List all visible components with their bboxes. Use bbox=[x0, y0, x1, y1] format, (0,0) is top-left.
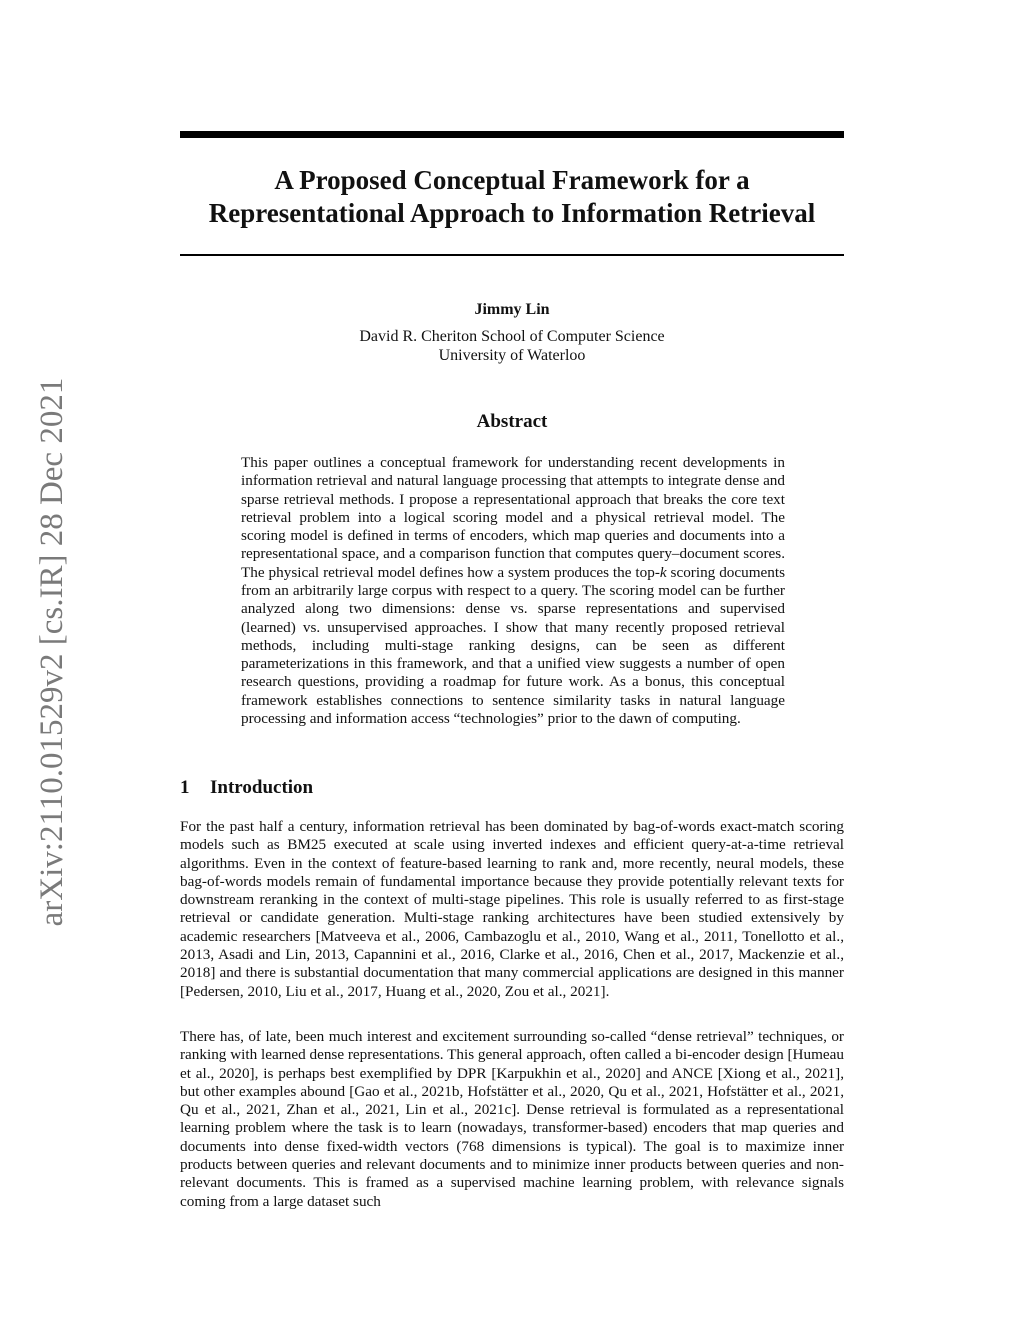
title-top-rule bbox=[180, 131, 844, 138]
abstract-text-part: scoring documents from an arbitrarily large corpus with respect to a query. The scoring model can be further analyzed along two dimensions: dense vs. sparse representations and supervised (learned) vs. unsupervised approaches. I show that many recently proposed retrieval methods, including multi-stage ranking designs, can be seen as different parameterizations in this framework, and that a unified view suggests a number of open research questions, providing a roadmap for future work. As a bonus, this conceptual framework establishes connections to sentence similarity tasks in natural language processing and information access “technologies” prior to the dawn of computing. bbox=[241, 563, 785, 727]
author-name: Jimmy Lin bbox=[474, 301, 550, 318]
author-affiliation bbox=[180, 327, 844, 365]
title-line: A Proposed Conceptual Framework for a bbox=[274, 165, 750, 195]
section-number: 1 bbox=[180, 777, 190, 798]
abstract-heading: Abstract bbox=[476, 411, 548, 432]
section-heading-introduction bbox=[180, 777, 844, 799]
title-bottom-rule bbox=[180, 254, 844, 256]
body-paragraph: There has, of late, been much interest and excitement surrounding so-called “dense retrieval” techniques, or ranking with learned dense representations. This general approach, often called a bi-encoder design [Humeau et al., 2020], is perhaps best exemplified by DPR [Karpukhin et al., 2020] and ANCE [Xiong et al., 2021], but other examples abound [Gao et al., 2021b, Hofstätter et al., 2020, Qu et al., 2021, Hofstätter et al., 2021, Qu et al., 2021, Zhan et al., 2021, Lin et al., 2021c]. Dense retrieval is formulated as a representational learning problem where the task is to learn (nowadays, transformer-based) encoders that map queries and documents into dense fixed-width vectors (768 dimensions is typical). The goal is to maximize inner products between queries and relevant documents and to minimize inner products between queries and non-relevant documents. This is framed as a supervised machine learning problem, with relevance signals coming from a large dataset such bbox=[180, 1028, 844, 1210]
abstract-text-part: This paper outlines a conceptual framework for understanding recent developments in information retrieval and natural language processing that attempts to integrate dense and sparse retrieval methods. I propose a representational approach that breaks the core text retrieval problem into a logical scoring model and a physical retrieval model. The scoring model is defined in terms of encoders, which map queries and documents into a representational space, and a comparison function that computes query–document scores. The physical retrieval model defines how a system produces the top- bbox=[241, 454, 785, 581]
paper-title bbox=[180, 164, 844, 230]
title-line: Representational Approach to Information Retrieval bbox=[208, 198, 816, 228]
affiliation-line: David R. Cheriton School of Computer Science bbox=[359, 328, 665, 345]
affiliation-line: University of Waterloo bbox=[438, 347, 586, 364]
arxiv-identifier-stamp: arXiv:2110.01529v2 [cs.IR] 28 Dec 2021 bbox=[34, 377, 70, 927]
abstract-text bbox=[241, 454, 785, 728]
math-variable-k: k bbox=[659, 563, 667, 581]
body-paragraph: For the past half a century, information retrieval has been dominated by bag-of-words exact-match scoring models such as BM25 executed at scale using inverted indexes and efficient query-at-a-time retrieval algorithms. Even in the context of feature-based learning to rank and, more recently, neural models, these bag-of-words models remain of fundamental importance because they provide potentially relevant texts for downstream reranking in the context of multi-stage pipelines. This role is usually referred to as first-stage retrieval or candidate generation. Multi-stage ranking architectures have been studied extensively by academic researchers [Matveeva et al., 2006, Cambazoglu et al., 2010, Wang et al., 2011, Tonellotto et al., 2013, Asadi and Lin, 2013, Capannini et al., 2016, Clarke et al., 2016, Chen et al., 2017, Mackenzie et al., 2018] and there is substantial documentation that many commercial applications are designed in this manner [Pedersen, 2010, Liu et al., 2017, Huang et al., 2020, Zou et al., 2021]. bbox=[180, 818, 844, 1000]
section-title: Introduction bbox=[210, 777, 314, 798]
